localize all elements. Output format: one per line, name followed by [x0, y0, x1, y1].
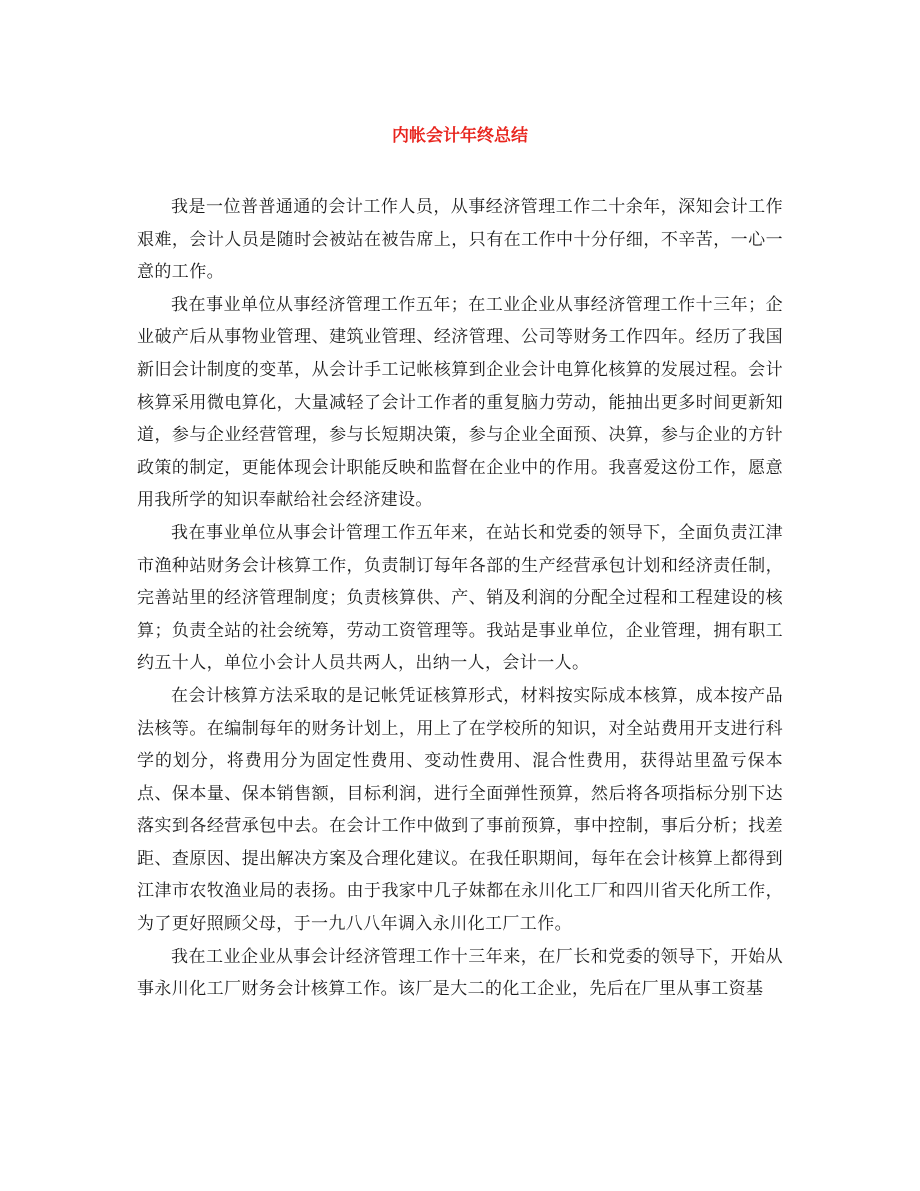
paragraph: 我在事业单位从事会计管理工作五年来，在站长和党委的领导下，全面负责江津市渔种站财务会计核算工作，负责制订每年各部的生产经营承包计划和经济责任制，完善站里的经济管理制度；负责核算供、产、销及利润的分配全过程和工程建设的核算；负责全站的社会统筹，劳动工资管理等。我站是事业单位，企业管理，拥有职工约五十人，单位小会计人员共两人，出纳一人，会计一人。 — [137, 522, 783, 674]
paragraph: 在会计核算方法采取的是记帐凭证核算形式，材料按实际成本核算，成本按产品法核等。在编制每年的财务计划上，用上了在学校所的知识，对全站费用开支进行科学的划分，将费用分为固定性费用、变动性费用、混合性费用，获得站里盈亏保本点、保本量、保本销售额，目标利润，进行全面弹性预算，然后将各项指标分别下达落实到各经营承包中去。在会计工作中做到了事前预算，事中控制，事后分析；找差距、查原因、提出解决方案及合理化建议。在我任职期间，每年在会计核算上都得到江津市农牧渔业局的表扬。由于我家中几子妹都在永川化工厂和四川省天化所工作，为了更好照顾父母，于一九八八年调入永川化工厂工作。 — [137, 685, 783, 935]
document-body — [137, 191, 783, 1006]
paragraph: 我在事业单位从事经济管理工作五年；在工业企业从事经济管理工作十三年；企业破产后从事物业管理、建筑业管理、经济管理、公司等财务工作四年。经历了我国新旧会计制度的变革，从会计手工记帐核算到企业会计电算化核算的发展过程。会计核算采用微电算化，大量减轻了会计工作者的重复脑力劳动，能抽出更多时间更新知道，参与企业经营管理，参与长短期决策，参与企业全面预、决算，参与企业的方针政策的制定，更能体现会计职能反映和监督在企业中的作用。我喜爱这份工作，愿意用我所学的知识奉献给社会经济建设。 — [137, 294, 783, 511]
document-title: 内帐会计年终总结 — [392, 126, 528, 146]
paragraph: 我在工业企业从事会计经济管理工作十三年来，在厂长和党委的领导下，开始从事永川化工厂财务会计核算工作。该厂是大二的化工企业，先后在厂里从事工资基 — [137, 946, 783, 1000]
paragraph: 我是一位普普通通的会计工作人员，从事经济管理工作二十余年，深知会计工作艰难，会计人员是随时会被站在被告席上，只有在工作中十分仔细，不辛苦，一心一意的工作。 — [137, 197, 783, 283]
